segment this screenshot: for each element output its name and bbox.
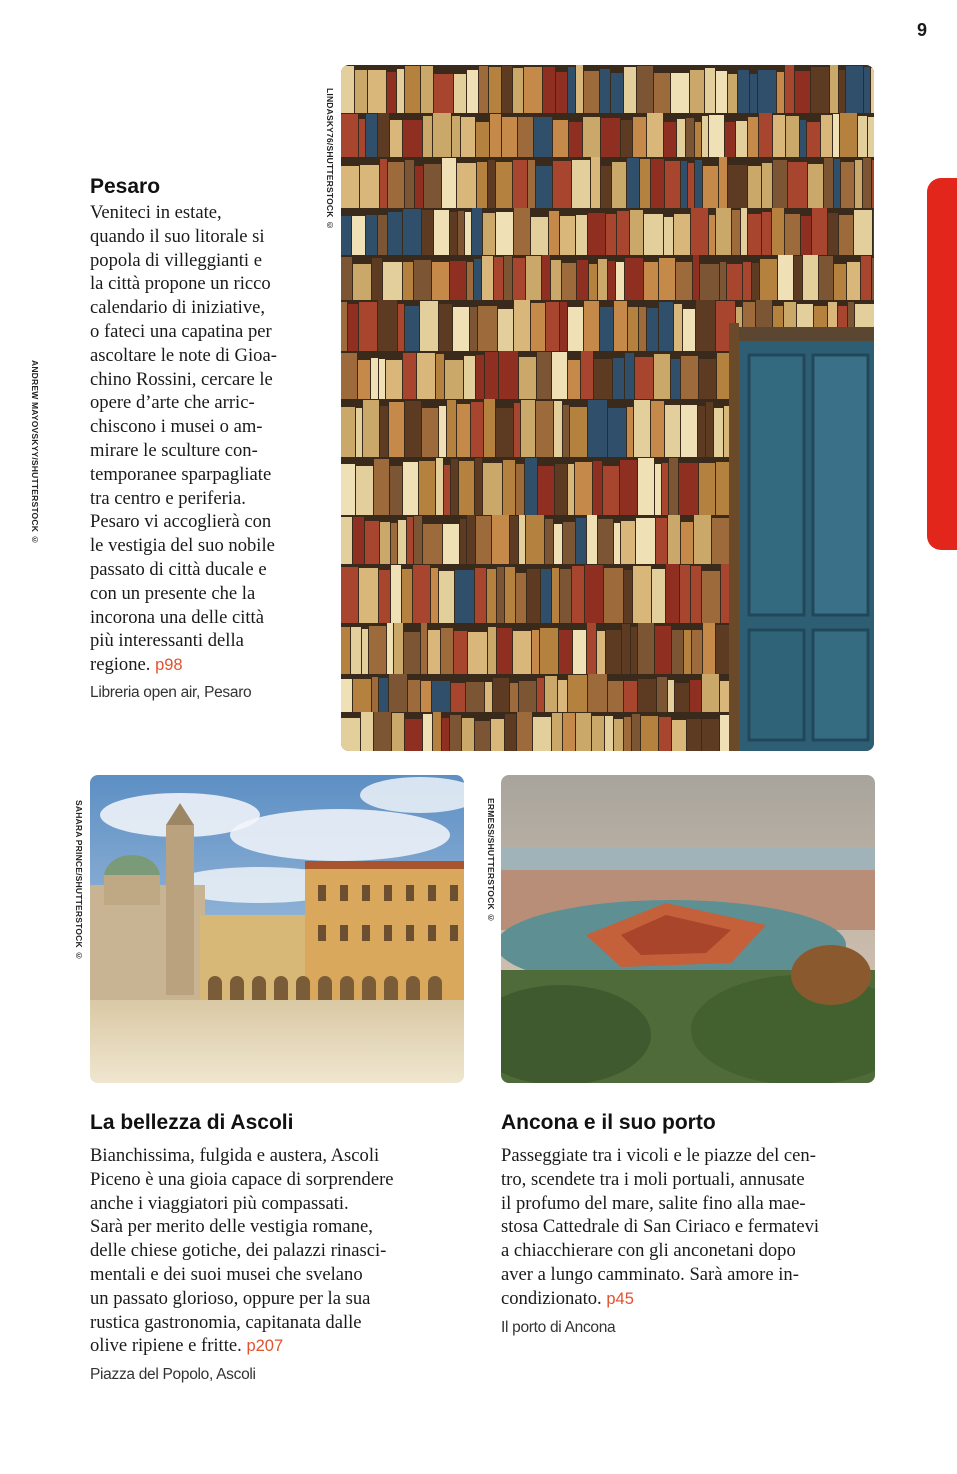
pesaro-caption: Libreria open air, Pesaro: [90, 684, 252, 701]
ascoli-body: [90, 1144, 460, 1359]
ancona-line-last: [501, 1287, 881, 1312]
pesaro-page-ref[interactable]: p98: [155, 656, 183, 675]
pesaro-line: Veniteci in estate,: [90, 202, 222, 223]
ascoli-line-last: [90, 1334, 460, 1359]
ascoli-line: Piceno è una gioia capace di sorprendere: [90, 1168, 394, 1190]
pesaro-line: la città propone un ricco: [90, 273, 271, 295]
pesaro-line: più interessanti della: [90, 630, 244, 652]
pesaro-line: quando il suo litorale si: [90, 225, 265, 247]
pesaro-line: incorona una delle città: [90, 606, 264, 628]
ascoli-line: anche i viaggiatori più compassati.: [90, 1192, 349, 1214]
pesaro-line: chiscono i musei o am-: [90, 416, 263, 438]
pesaro-line: ascoltare le note di Gioa-: [90, 344, 277, 366]
ancona-line: il profumo del mare, salite fino alla mae-: [501, 1192, 806, 1214]
pesaro-line: passato di città ducale e: [90, 558, 267, 580]
page-number: 9: [916, 20, 927, 40]
books-wall-photo: [341, 65, 874, 751]
ascoli-line: Bianchissima, fulgida e austera, Ascoli: [90, 1145, 380, 1166]
pesaro-line: opere d’arte che arric-: [90, 392, 255, 414]
pesaro-line: Pesaro vi accoglierà con: [90, 511, 272, 533]
pesaro-line: temporanee sparpagliate: [90, 463, 272, 485]
ancona-body: [501, 1144, 881, 1312]
ascoli-line: un passato glorioso, oppure per la sua: [90, 1287, 371, 1309]
photo-credit-ancona: ERMESS/SHUTTERSTOCK ©: [486, 798, 496, 923]
ancona-line: Passeggiate tra i vicoli e le piazze del cen-: [501, 1145, 816, 1166]
ascoli-page-ref[interactable]: p207: [246, 1337, 284, 1356]
ascoli-line: olive ripiene e fritte.: [90, 1335, 242, 1357]
pesaro-heading: Pesaro: [90, 175, 161, 198]
pesaro-body: [90, 201, 315, 678]
ancona-caption: Il porto di Ancona: [501, 1319, 616, 1336]
ascoli-piazza-photo: [90, 775, 464, 1083]
pesaro-line: o fateci una capatina per: [90, 320, 272, 342]
photo-credit-margin: ANDREW MAYOVSKYY/SHUTTERSTOCK ©: [30, 360, 40, 545]
pesaro-line: popola di villeggianti e: [90, 249, 262, 271]
ancona-line: aver a lungo camminato. Sarà amore in-: [501, 1263, 799, 1285]
photo-credit-books: LINDASKY76/SHUTTERSTOCK ©: [325, 88, 335, 231]
ascoli-line: Sarà per merito delle vestigia romane,: [90, 1216, 373, 1238]
ancona-page-ref[interactable]: p45: [606, 1289, 634, 1308]
ascoli-line: mentali e dei suoi musei che svelano: [90, 1263, 363, 1285]
ancona-line: condizionato.: [501, 1287, 602, 1309]
pesaro-line: tra centro e periferia.: [90, 487, 246, 509]
ascoli-caption: Piazza del Popolo, Ascoli: [90, 1366, 256, 1383]
pesaro-line: con un presente che la: [90, 582, 256, 604]
pesaro-line: le vestigia del suo nobile: [90, 535, 275, 557]
ancona-line: tro, scendete tra i moli portuali, annusate: [501, 1168, 805, 1190]
chapter-tab: [927, 178, 957, 550]
ancona-heading: Ancona e il suo porto: [501, 1111, 716, 1134]
pesaro-line: regione.: [90, 654, 151, 676]
pesaro-line: calendario di iniziative,: [90, 297, 266, 319]
ancona-line: stosa Cattedrale di San Ciriaco e fermatevi: [501, 1216, 820, 1238]
pesaro-line: mirare le sculture con-: [90, 439, 258, 461]
ascoli-line: rustica gastronomia, capitanata dalle: [90, 1311, 362, 1333]
photo-credit-ascoli: SAHARA PRINCE/SHUTTERSTOCK ©: [74, 800, 84, 961]
pesaro-line-last: [90, 653, 315, 678]
ancona-port-photo: [501, 775, 875, 1083]
ascoli-line: delle chiese gotiche, dei palazzi rinasci-: [90, 1240, 387, 1262]
pesaro-line: chino Rossini, cercare le: [90, 368, 273, 390]
ascoli-heading: La bellezza di Ascoli: [90, 1111, 294, 1134]
ancona-line: a chiacchierare con gli anconetani dopo: [501, 1240, 796, 1262]
